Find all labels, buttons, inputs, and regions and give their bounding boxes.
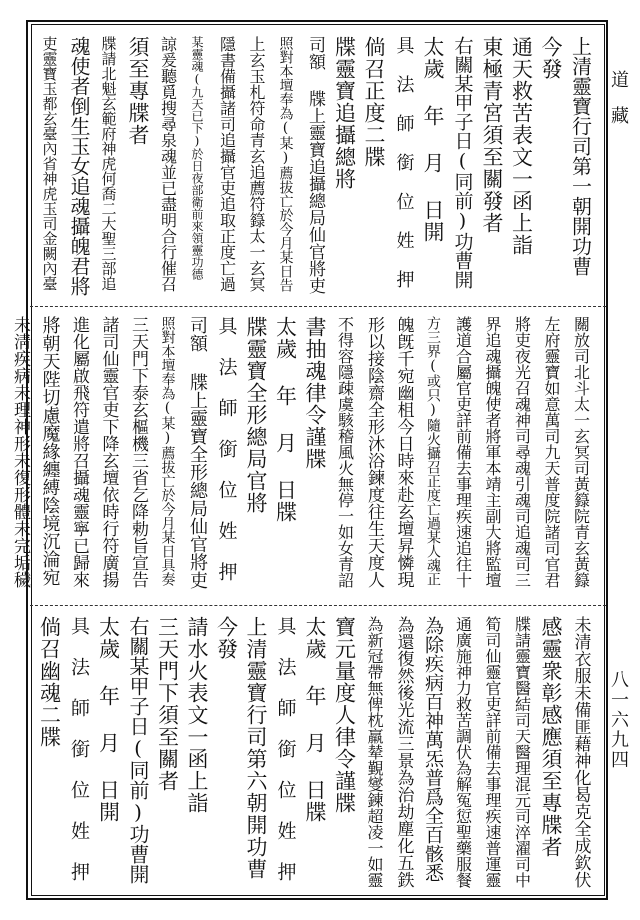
text-column: 右關某甲子日(同前)功曹開 (451, 36, 474, 289)
text-column: 三天門下泰玄樞機三省乞降勅旨宣告 (128, 316, 148, 588)
page-number: 八一六九四 (608, 670, 629, 770)
text-column: 倘召正度二牒 (362, 36, 386, 168)
text-column: 形以接陰齋全形沐浴鍊度往生天度人 (364, 316, 384, 588)
text-column: 三天門下須至關者 (155, 616, 180, 792)
text-column: 左府靈寶如意萬司九天普度院諸司官君 (542, 316, 561, 588)
text-column: 牒靈寶全形總局官將 (244, 316, 268, 514)
text-column: 關放司北斗太一玄冥司黃籙院青玄黃籙 (571, 316, 591, 588)
text-column: 上玄玉札符命青玄追薦符籙太一玄冥 (247, 36, 266, 292)
text-column: 今發 (214, 616, 239, 660)
text-column: 未淸疾病未理神形未復形體未完垢穢 (10, 316, 30, 588)
text-column: 筍司仙靈官吏詳前備去事理疾速普運靈 (483, 616, 502, 888)
text-column: 為還復然後光流三景為治劫塵化五鉄 (393, 616, 414, 888)
text-column: 司額 牒上靈寶追攝總局仙官將吏 (305, 36, 325, 294)
text-column: 太歲 年 月 日開 (96, 616, 121, 823)
text-column: 諸司仙靈官吏下降玄壇依時行符廣揚 (98, 316, 119, 588)
text-column: 吏靈寶玉都玄臺內省神虎玉司金闕內臺 (40, 36, 59, 291)
text-column: 方三界(或只)隨火攝召正度亡過某人魂正 (425, 316, 441, 586)
text-column: 寶元量度人律令謹牒 (332, 616, 357, 814)
text-column: 感靈衆彰感應須至專牒者 (539, 616, 563, 858)
text-column: 請水火表文一函上詣 (185, 616, 209, 814)
text-column: 東極青宮須至關發者 (480, 36, 504, 234)
text-column: 上清靈寶行司第一朝開功曹 (568, 36, 593, 276)
section-divider-bottom (30, 605, 606, 606)
book-title: 道藏 (608, 70, 629, 142)
text-column: 護道合屬官吏詳前備去事理疾速追往十 (453, 316, 473, 588)
text-column: 將朝天陛切慮魔緣纏縛陰境沉淪宛 (39, 316, 61, 586)
text-column: 具 法 師 銜 位 姓 押 (274, 616, 297, 881)
text-column: 通天救苦表文一函上詣 (509, 36, 534, 256)
text-column: 倘召幽魂二牒 (37, 616, 62, 748)
text-column: 太歲 年 月 日牒 (303, 616, 327, 823)
text-column: 進化屬啟飛符遣將召攝魂靈寧已歸來 (69, 316, 89, 588)
text-column: 牒靈寶追攝總將 (332, 36, 357, 190)
text-column: 司額 牒上靈寶全形總局仙官將吏 (187, 316, 208, 589)
text-column: 將吏夜光召魂神司尋魂引魂司追魂司三 (512, 316, 532, 588)
text-column: 界追魂攝魄使者將軍本靖主副大將監壇 (483, 316, 502, 588)
text-column: 須至專牒者 (126, 36, 150, 146)
text-column: 為除疾病百神萬炁普爲全百骸悉 (422, 616, 444, 882)
text-column: 太歲 年 月 日牒 (273, 316, 298, 523)
text-column: 魄旣千宛幽柤今日時來赴玄壇昇憐現 (393, 316, 414, 588)
text-column: 上清靈寶行司第六朝開功曹 (244, 616, 268, 880)
text-column: 今發 (539, 36, 563, 80)
text-column: 通廣施神力救苦調伏為解冤愆聖藥服餐 (453, 616, 473, 888)
section-divider-top (30, 306, 606, 307)
text-column: 右關某甲子日(同前)功曹開 (126, 616, 150, 884)
text-column: 牒請北魁玄範府神虎何喬二大聖三部追 (99, 36, 118, 291)
text-column: 諒爰聽覓搜尋泉魂並已盡明合行催召 (158, 36, 178, 292)
text-column: 書抽魂律令謹牒 (303, 316, 327, 470)
text-column: 具 法 師 銜 位 姓 押 (393, 36, 415, 288)
text-column: 魂使者倒生玉女追魂攝魄君將 (67, 36, 91, 296)
text-column: 隱書備攝諸司追攝官吏追取正度亡過 (217, 36, 237, 292)
text-column: 未清衣服未備匪藉神化曷克全成欽伏 (570, 616, 591, 888)
text-column: 照對本壇奉為(某)薦拔亡於今月某日具奏 (159, 316, 176, 586)
text-column: 為新冠帶無俾枕羸辇覲燮鍊超凌一如靈 (365, 616, 384, 888)
text-column: 太歲 年 月 日開 (421, 36, 445, 243)
text-column: 牒請靈寶醫結司天醫理混元司淬濯司中 (512, 616, 532, 888)
text-column: 某靈魂(九天已下)於日夜部衛前來領靈功德 (190, 36, 204, 280)
text-column: 具 法 師 銜 位 姓 押 (68, 616, 90, 881)
text-column: 不得容隱疎虞駭稽風火無停一如女青詔 (335, 316, 355, 588)
text-column: 照對本壇奉為(某)薦拔亡於今月某日告 (277, 36, 294, 292)
text-column: 具 法 師 銜 位 姓 押 (215, 316, 238, 581)
